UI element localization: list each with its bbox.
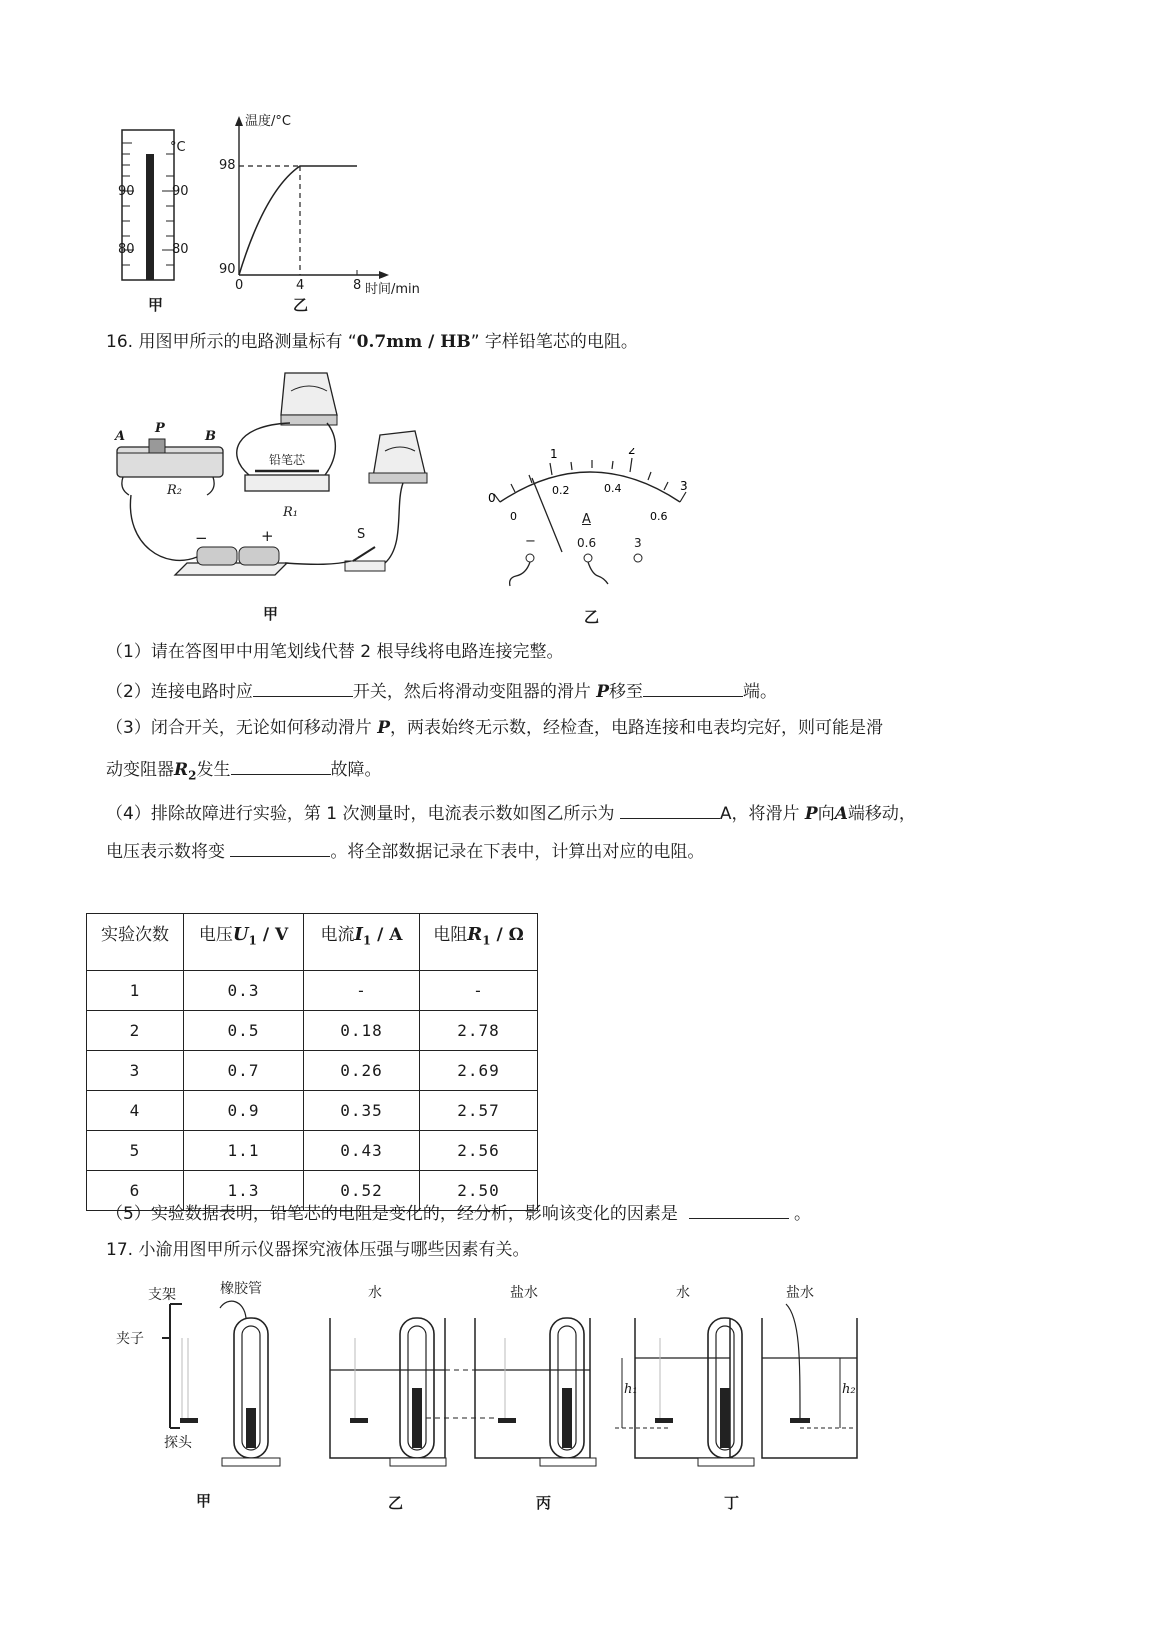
q16-part3-a: （3）闭合开关，无论如何移动滑片 — [106, 718, 372, 738]
dial-caption: 乙 — [584, 608, 600, 626]
caption-jia: 甲 — [196, 1492, 212, 1510]
pencil-lead-label-r1: R₁ — [283, 505, 298, 520]
q16-part3-p: P — [377, 718, 391, 738]
q16-part5-blank[interactable] — [689, 1200, 789, 1219]
table-row — [87, 1051, 538, 1091]
circuit-drawing — [105, 365, 445, 630]
q16-part3-d: 发生 — [196, 760, 231, 780]
battery-minus: − — [195, 529, 208, 547]
q16-part3-blank[interactable] — [231, 756, 331, 775]
svg-text:1: 1 — [550, 448, 558, 461]
q16-part4-f: 。将全部数据记录在下表中，计算出对应的电阻。 — [330, 842, 705, 862]
table-header-voltage: 电压$U_1$ / V — [184, 914, 304, 971]
q16-part5-b: 。 — [794, 1204, 812, 1224]
ammeter-dial-figure — [480, 448, 700, 628]
table-row — [87, 1011, 538, 1051]
svg-text:0: 0 — [488, 491, 496, 505]
thermometer-label-80-left: 80 — [118, 242, 135, 257]
svg-text:0.6: 0.6 — [650, 510, 668, 523]
table-cell: 3 — [87, 1051, 184, 1091]
table-cell: 0.18 — [304, 1011, 420, 1051]
q16-part5-a: （5）实验数据表明，铅笔芯的电阻是变化的，经分析，影响该变化的因素是 — [106, 1204, 678, 1224]
circuit-caption: 甲 — [263, 605, 279, 623]
dial-terminal-minus: − — [525, 534, 536, 549]
table-cell: 2.69 — [420, 1051, 538, 1091]
table-header-resistance: 电阻$R_1$ / Ω — [420, 914, 538, 971]
table-cell: 0.7 — [184, 1051, 304, 1091]
table-row — [87, 1091, 538, 1131]
dial-unit-a: A — [582, 512, 591, 527]
table-cell: 1.3 — [184, 1171, 304, 1211]
table-row — [87, 1131, 538, 1171]
table-cell: - — [304, 971, 420, 1011]
q16-part4-b: A，将滑片 — [719, 804, 800, 824]
q16-part1: （1）请在答图甲中用笔划线代替 2 根导线将电路连接完整。 — [106, 642, 564, 662]
q16-part4-blank2[interactable] — [230, 838, 330, 857]
table-cell: 2.56 — [420, 1131, 538, 1171]
q16-part4-a-end: A — [834, 804, 848, 824]
thermometer-caption: 甲 — [148, 296, 164, 314]
q16-part3-e: 故障。 — [330, 760, 382, 780]
q16-part2-blank2[interactable] — [643, 678, 743, 697]
label-support: 支架 — [148, 1287, 176, 1303]
table-cell: 1.1 — [184, 1131, 304, 1171]
q16-part3 — [106, 716, 883, 740]
graph-x-0: 0 — [235, 278, 244, 293]
q17-intro: 17. 小渝用图甲所示仪器探究液体压强与哪些因素有关。 — [106, 1240, 530, 1260]
table-cell: 2.50 — [420, 1171, 538, 1211]
label-rubber-tube: 橡胶管 — [220, 1281, 262, 1297]
table-cell: 2 — [87, 1011, 184, 1051]
table-cell: 6 — [87, 1171, 184, 1211]
q16-part4-blank1[interactable] — [620, 800, 720, 819]
table-cell: 5 — [87, 1131, 184, 1171]
q16-part3-r-sub: 2 — [188, 768, 197, 783]
label-brine-2: 盐水 — [786, 1285, 814, 1301]
graph-y-90: 90 — [219, 262, 236, 277]
q16-part3-line2 — [106, 756, 382, 787]
label-water-2: 水 — [676, 1285, 690, 1301]
table-cell: 0.26 — [304, 1051, 420, 1091]
caption-yi: 乙 — [388, 1494, 404, 1512]
switch-label-s: S — [357, 527, 366, 542]
q16-part2-d: 端。 — [743, 682, 778, 702]
caption-bing: 丙 — [536, 1494, 552, 1512]
q16-part2-p: P — [596, 682, 610, 702]
thermometer-drawing — [110, 118, 200, 318]
circuit-figure — [105, 365, 445, 630]
graph-x-4: 4 — [296, 278, 305, 293]
battery-plus: + — [261, 527, 274, 545]
q16-part4 — [106, 800, 916, 826]
label-clip: 夹子 — [116, 1331, 144, 1347]
pressure-drawing — [110, 1278, 870, 1538]
table-cell: 2.78 — [420, 1011, 538, 1051]
measurement-table — [86, 913, 538, 1211]
label-h2: h₂ — [842, 1382, 856, 1397]
table-cell: 1 — [87, 971, 184, 1011]
caption-ding: 丁 — [724, 1494, 740, 1512]
q16-part4-c: 向 — [817, 804, 835, 824]
table-cell: 4 — [87, 1091, 184, 1131]
graph-caption: 乙 — [293, 296, 309, 314]
graph-x-label: 时间/min — [365, 282, 420, 297]
svg-text:0.2: 0.2 — [552, 484, 570, 497]
q16-intro-before: 16. 用图甲所示的电路测量标有 “ — [106, 332, 357, 352]
graph-x-8: 8 — [353, 278, 362, 293]
graph-y-98: 98 — [219, 158, 236, 173]
label-brine-1: 盐水 — [510, 1285, 538, 1301]
q16-part5 — [106, 1200, 811, 1226]
label-h1: h₁ — [624, 1382, 638, 1397]
q16-intro-after: ” 字样铅笔芯的电阻。 — [470, 332, 638, 352]
q16-intro-bold: 0.7mm / HB — [356, 332, 471, 352]
svg-text:2: 2 — [628, 448, 636, 457]
thermometer-figure — [110, 118, 200, 318]
dial-terminal-3: 3 — [634, 536, 642, 550]
svg-text:0.4: 0.4 — [604, 482, 622, 495]
manometer-jia — [220, 1301, 280, 1466]
q16-intro — [106, 330, 638, 354]
graph-y-label: 温度/°C — [245, 114, 291, 129]
table-cell: 0.9 — [184, 1091, 304, 1131]
temperature-graph — [205, 110, 445, 325]
rheostat-label-p: P — [155, 421, 165, 436]
q16-part4-line2 — [106, 838, 704, 864]
svg-text:0: 0 — [510, 510, 517, 523]
q16-part2-a: （2）连接电路时应 — [106, 682, 253, 702]
rheostat-label-a: A — [115, 429, 126, 444]
label-water-1: 水 — [368, 1285, 382, 1301]
thermometer-label-90-left: 90 — [118, 184, 135, 199]
dial-terminal-06: 0.6 — [577, 536, 597, 550]
table-cell: 0.52 — [304, 1171, 420, 1211]
q16-part3-r: R — [174, 760, 189, 780]
pressure-figure — [110, 1278, 870, 1538]
table-header-current: 电流$I_1$ / A — [304, 914, 420, 971]
table-cell: 0.35 — [304, 1091, 420, 1131]
q16-part4-a: （4）排除故障进行实验，第 1 次测量时，电流表示数如图乙所示为 — [106, 804, 615, 824]
table-cell: 2.57 — [420, 1091, 538, 1131]
rheostat-label-r2: R₂ — [167, 483, 182, 498]
table-header-trial: 实验次数 — [87, 914, 184, 971]
thermometer-label-80-right: 80 — [172, 242, 189, 257]
q16-part4-d: 端移动， — [847, 804, 916, 824]
q16-part2 — [106, 678, 777, 704]
q16-part2-b: 开关，然后将滑动变阻器的滑片 — [352, 682, 591, 702]
q16-part2-blank1[interactable] — [253, 678, 353, 697]
rheostat-label-b: B — [205, 429, 216, 444]
table-row — [87, 971, 538, 1011]
table-header-row — [87, 914, 538, 971]
table-cell: - — [420, 971, 538, 1011]
thermometer-unit: °C — [170, 140, 186, 155]
thermometer-label-90-right: 90 — [172, 184, 189, 199]
q16-part2-c: 移至 — [609, 682, 644, 702]
svg-text:3: 3 — [680, 479, 688, 493]
q16-part4-e: 电压表示数将变 — [106, 842, 225, 862]
table-cell: 0.3 — [184, 971, 304, 1011]
q16-part3-b: ，两表始终无示数，经检查，电路连接和电表均完好，则可能是滑 — [390, 718, 884, 738]
q16-part4-p: P — [804, 804, 818, 824]
q16-part3-c: 动变阻器 — [106, 760, 174, 780]
label-probe: 探头 — [164, 1435, 192, 1451]
table-cell: 0.43 — [304, 1131, 420, 1171]
table-cell: 0.5 — [184, 1011, 304, 1051]
pencil-lead-label: 铅笔芯 — [269, 453, 306, 467]
